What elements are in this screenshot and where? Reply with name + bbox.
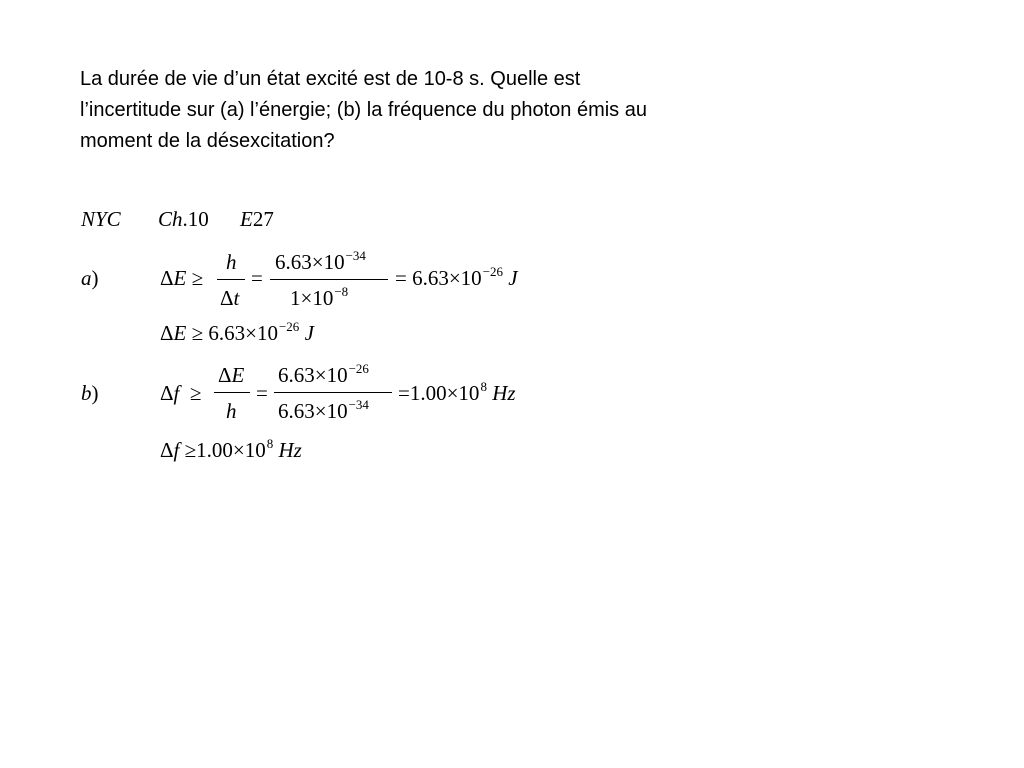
part-a-fraction1-denominator: Δt [220, 286, 240, 310]
part-a-final-answer: $\Delta E \ge 6.63\times 10^{-26}$ J [160, 319, 314, 345]
part-a-label: a) [81, 266, 99, 290]
part-a-fraction1-bar [217, 279, 245, 280]
part-a-lhs: ΔE ≥ [160, 266, 204, 290]
part-b-fraction1-denominator: h [226, 399, 237, 423]
part-b-equals: = [256, 381, 268, 405]
question-line-1: La durée de vie d’un état excité est de 10-8 s. Quelle est [80, 68, 581, 90]
source-label: NYC [81, 207, 121, 231]
part-b-fraction1-numerator: ΔE [218, 363, 245, 387]
question-line-2: l’incertitude sur (a) l’énergie; (b) la fréquence du photon émis au [80, 99, 647, 121]
exercise-label: E27 [240, 207, 274, 231]
chapter-label: Ch.10 [158, 207, 209, 231]
part-a-equals: = [251, 266, 263, 290]
part-b-fraction2-denominator: $6.63\times 10^{-34}$ [278, 397, 369, 423]
question-line-3: moment de la désexcitation? [80, 130, 335, 152]
part-a-result: = $6.63\times 10^{-26}$ J [395, 264, 518, 290]
part-b-final-answer: $\Delta f \ge 1.00\times 10^8$ Hz [160, 436, 302, 462]
part-b-lhs: Δf ≥ [160, 381, 202, 405]
part-b-label: b) [81, 381, 99, 405]
part-b-fraction2-numerator: $6.63\times 10^{-26}$ [278, 361, 369, 387]
part-a-fraction2-bar [270, 279, 388, 280]
part-a-fraction1-numerator: h [226, 250, 237, 274]
part-b-fraction1-bar [214, 392, 250, 393]
part-b-result: $=1.00\times 10^8$ Hz [398, 379, 516, 405]
part-a-fraction2-denominator: $1\times 10^{-8}$ [290, 284, 349, 310]
part-b-fraction2-bar [274, 392, 392, 393]
part-a-fraction2-numerator: $6.63\times 10^{-34}$ [275, 248, 366, 274]
question-text [80, 64, 840, 157]
